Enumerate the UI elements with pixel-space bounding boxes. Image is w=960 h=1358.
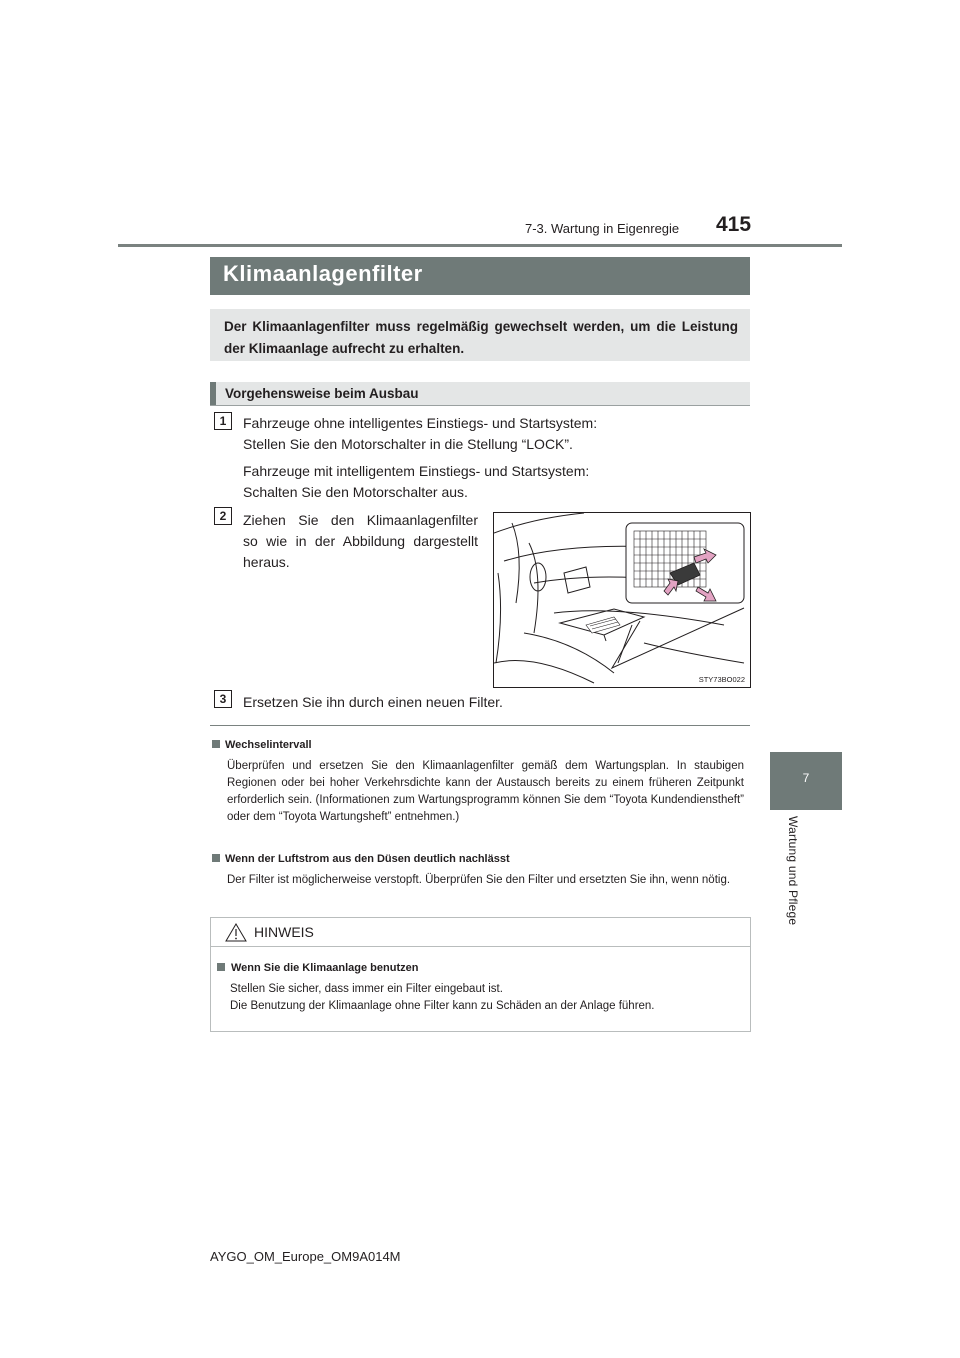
- notice-box: [210, 917, 751, 1032]
- note-heading-text: Wechselintervall: [225, 739, 312, 751]
- notice-heading: [217, 962, 418, 974]
- header-rule: [118, 244, 842, 247]
- glovebox-filter-illustration: [493, 512, 751, 688]
- note-body: Überprüfen und ersetzen Sie den Klimaanlagenfilter gemäß dem Wartungsplan. In staubigen Regionen oder bei hoher Verkehrsdichte kann der Austausch bereits zu einem früheren Zeitpunkt erforderlich sein. (Informationen zum Wartungsprogramm können Sie dem “Toyota Kundendienstheft” oder dem “Toyota Wartungsheft” entnehmen.): [227, 760, 744, 823]
- step-2-line: Ziehen Sie den Klimaanlagenfilter: [243, 512, 478, 528]
- notice-line: Die Benutzung der Klimaanlage ohne Filter kann zu Schäden an der Anlage führen.: [230, 1000, 655, 1012]
- section-title-bar: [210, 257, 750, 295]
- procedure-heading-bar: [210, 382, 750, 406]
- heading-accent: [210, 382, 216, 405]
- note-heading: [212, 853, 510, 865]
- step-1-line: Stellen Sie den Motorschalter in die Stellung “LOCK”.: [243, 436, 573, 452]
- intro-text: Der Klimaanlagenfilter muss regelmäßig gewechselt werden, um die Leistung der Klimaanlage aufrecht zu erhalten.: [224, 319, 738, 356]
- chapter-tab-number: 7: [802, 771, 810, 785]
- note-body: Der Filter ist möglicherweise verstopft. Überprüfen Sie den Filter und ersetzten Sie ihn, wenn nötig.: [227, 874, 731, 886]
- document-id: AYGO_OM_Europe_OM9A014M: [210, 1249, 401, 1264]
- notice-heading-text: Wenn Sie die Klimaanlage benutzen: [231, 962, 419, 974]
- step-number-2: 2: [214, 507, 232, 525]
- step-number-1: 1: [214, 412, 232, 430]
- illustration-code: STY73BO022: [698, 675, 745, 684]
- chapter-path: 7-3. Wartung in Eigenregie: [525, 221, 680, 236]
- intro-box: [210, 309, 750, 361]
- notice-title: HINWEIS: [254, 924, 314, 940]
- square-bullet-icon: [212, 854, 220, 862]
- procedure-heading: Vorgehensweise beim Ausbau: [225, 386, 419, 401]
- page-title: Klimaanlagenfilter: [223, 261, 423, 286]
- warning-triangle-icon: [225, 923, 247, 942]
- separator-rule: [210, 725, 750, 726]
- notice-line: Stellen Sie sicher, dass immer ein Filter eingebaut ist.: [230, 983, 503, 995]
- chapter-tab-label: Wartung und Pflege: [786, 816, 800, 926]
- square-bullet-icon: [217, 963, 225, 971]
- dashboard-drawing: [494, 513, 750, 687]
- step-1-line: Fahrzeuge ohne intelligentes Einstiegs- und Startsystem:: [243, 415, 598, 431]
- note-heading: [212, 739, 312, 751]
- notice-header: [211, 918, 750, 947]
- step-1-line: Schalten Sie den Motorschalter aus.: [243, 484, 468, 500]
- square-bullet-icon: [212, 740, 220, 748]
- step-2-line: heraus.: [243, 554, 290, 570]
- step-2-line: so wie in der Abbildung dargestellt: [243, 533, 478, 549]
- step-3-line: Ersetzen Sie ihn durch einen neuen Filter.: [243, 694, 503, 710]
- chapter-tab[interactable]: [770, 752, 842, 810]
- step-number-3: 3: [214, 690, 232, 708]
- page-number: 415: [716, 213, 752, 236]
- step-1-line: Fahrzeuge mit intelligentem Einstiegs- und Startsystem:: [243, 463, 590, 479]
- note-heading-text: Wenn der Luftstrom aus den Düsen deutlich nachlässt: [225, 853, 510, 865]
